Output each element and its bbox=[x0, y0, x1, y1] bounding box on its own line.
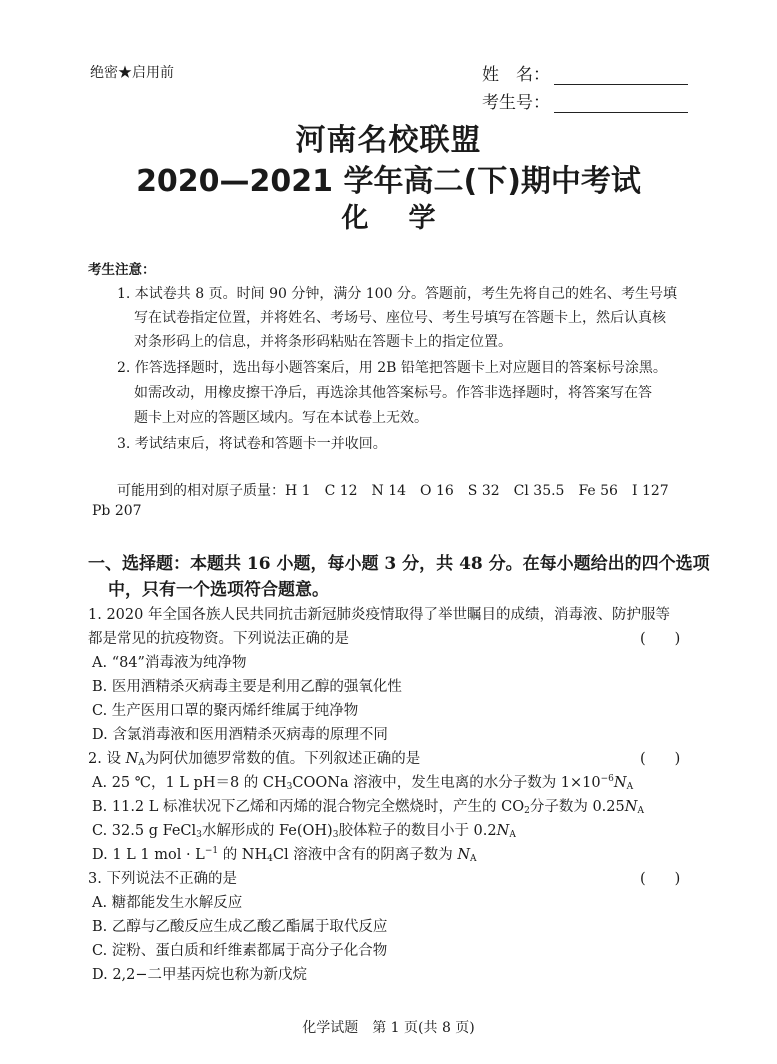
notice-item-2-line-2: 如需改动，用橡皮擦干净后，再选涂其他答案标号。作答非选择题时，将答案写在答 bbox=[134, 385, 652, 401]
notice-item-2-line-3: 题卡上对应的答题区域内。写在本试卷上无效。 bbox=[134, 410, 428, 426]
name-label: 姓 名： bbox=[482, 65, 550, 85]
q2-option-b: B. 11.2 L 标准状况下乙烯和丙烯的混合物完全燃烧时，产生的 $CO_2$分子数为 $0.25N_A$ bbox=[92, 799, 644, 816]
atomic-mass-line-1: 可能用到的相对原子质量：H 1 C 12 N 14 O 16 S 32 Cl 35.5 Fe 56 I 127 bbox=[117, 483, 669, 499]
section-heading-line-1: 一、选择题：本题共 16 小题，每小题 3 分，共 48 分。在每小题给出的四个选项 bbox=[88, 554, 710, 574]
q3-option-a: A. 糖都能发生水解反应 bbox=[92, 895, 243, 911]
q1-stem-line-1: 1. 2020 年全国各族人民共同抗击新冠肺炎疫情取得了举世瞩目的成绩，消毒液、防护服等 bbox=[88, 607, 670, 623]
title-subject: 化学 bbox=[341, 203, 476, 234]
exam-number-label: 考生号： bbox=[482, 93, 550, 113]
notice-item-3: 3. 考试结束后，将试卷和答题卡一并收回。 bbox=[117, 436, 387, 452]
q1-stem-line-2: 都是常见的抗疫物资。下列说法正确的是 bbox=[88, 631, 349, 647]
q3-answer-parens: ( ) bbox=[640, 871, 681, 887]
q3-stem: 3. 下列说法不正确的是 bbox=[88, 871, 237, 887]
notice-item-1-line-1: 1. 本试卷共 8 页。时间 90 分钟，满分 100 分。答题前，考生先将自己的姓名、考生号填 bbox=[117, 286, 677, 302]
section-heading-line-2: 中，只有一个选项符合题意。 bbox=[108, 580, 329, 600]
q1-option-b: B. 医用酒精杀灭病毒主要是利用乙醇的强氧化性 bbox=[92, 679, 402, 695]
q1-option-a: A. “84”消毒液为纯净物 bbox=[92, 655, 247, 671]
q2-answer-parens: ( ) bbox=[640, 751, 681, 767]
atomic-mass-line-2: Pb 207 bbox=[92, 503, 142, 519]
q2-option-c: C. 32.5 g FeCl$_3$水解形成的 $Fe(OH)_3$胶体粒子的数目小于 $0.2N_A$ bbox=[92, 823, 516, 840]
secret-label: 绝密★启用前 bbox=[90, 65, 174, 81]
q2-option-a: A. 25 ℃，1 L pH＝8 的 $CH_3COONa$ 溶液中，发生电离的水分子数为 $1\times 10^{-6}N_A$ bbox=[92, 774, 634, 792]
exam-number-blank-line bbox=[554, 94, 688, 113]
q1-answer-parens: ( ) bbox=[640, 631, 681, 647]
title-exam: 2020—2021 学年高二(下)期中考试 bbox=[136, 164, 641, 199]
q3-option-c: C. 淀粉、蛋白质和纤维素都属于高分子化合物 bbox=[92, 943, 388, 959]
q3-option-d: D. 2,2−二甲基丙烷也称为新戊烷 bbox=[92, 967, 308, 983]
notice-item-1-line-3: 对条形码上的信息，并将条形码粘贴在答题卡上的指定位置。 bbox=[134, 334, 512, 350]
title-alliance: 河南名校联盟 bbox=[295, 123, 482, 158]
q2-stem: 2. 设 $N_A$为阿伏加德罗常数的值。下列叙述正确的是 bbox=[88, 751, 421, 768]
notice-item-2-line-1: 2. 作答选择题时，选出每小题答案后，用 2B 铅笔把答题卡上对应题目的答案标号涂黑。 bbox=[117, 360, 667, 376]
q1-option-d: D. 含氯消毒液和医用酒精杀灭病毒的原理不同 bbox=[92, 727, 388, 743]
name-field bbox=[482, 60, 688, 85]
q1-option-c: C. 生产医用口罩的聚丙烯纤维属于纯净物 bbox=[92, 703, 359, 719]
page-footer: 化学试题 第 1 页(共 8 页) bbox=[302, 1020, 475, 1036]
q3-option-b: B. 乙醇与乙酸反应生成乙酸乙酯属于取代反应 bbox=[92, 919, 388, 935]
notice-heading: 考生注意： bbox=[88, 262, 156, 278]
notice-item-1-line-2: 写在试卷指定位置，并将姓名、考场号、座位号、考生号填写在答题卡上，然后认真核 bbox=[134, 310, 666, 326]
exam-number-field bbox=[482, 88, 688, 113]
q2-option-d: D. 1 L 1 mol · $L^{-1}$ 的 $NH_4Cl$ 溶液中含有的阴离子数为 $N_A$ bbox=[92, 846, 477, 864]
name-blank-line bbox=[554, 66, 688, 85]
